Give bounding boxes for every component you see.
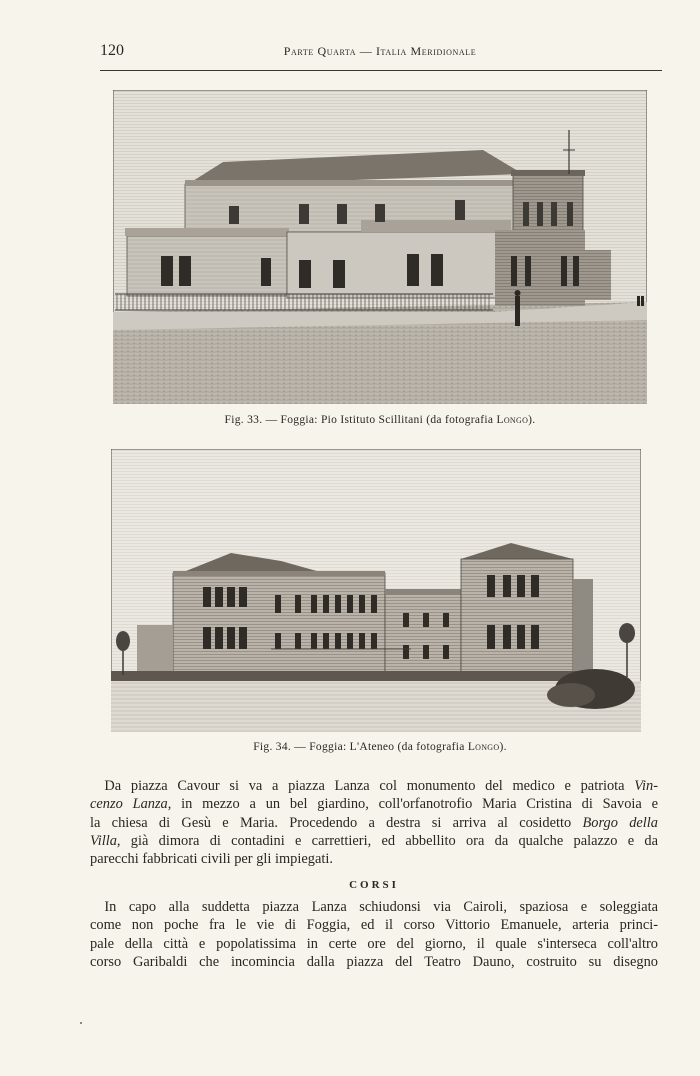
ateneo-illustration	[111, 449, 641, 732]
figure-33-caption-end: ).	[528, 414, 536, 426]
figure-34-caption-credit: Longo	[467, 741, 500, 753]
text-line	[90, 832, 658, 850]
text-run: la chiesa di Gesù e Maria. Procedendo a destra si arriva al cosidetto	[90, 814, 583, 831]
text-line	[90, 795, 658, 813]
text-line	[90, 814, 658, 832]
figure-34-caption	[100, 741, 660, 753]
paragraph-corsi	[90, 898, 658, 971]
text-run: parecchi fabbricati civili per gli impiegati.	[90, 851, 333, 868]
text-run: pale della città e popolatissima in certe ore del giorno, il quale s'interseca coll'altro	[90, 935, 658, 952]
figure-33-engraving	[113, 90, 647, 404]
italic-text-run: Vin-	[634, 778, 658, 794]
page-header	[100, 40, 660, 68]
text-line	[90, 850, 658, 868]
figure-34-caption-end: ).	[499, 741, 507, 753]
text-line	[90, 916, 658, 934]
text-line	[90, 935, 658, 953]
text-line	[90, 953, 658, 971]
text-run: come non poche fra le vie di Foggia, ed il corso Vittorio Emanuele, arteria princi-	[90, 917, 658, 934]
text-line	[90, 898, 658, 916]
text-run: corso Garibaldi che incomincia dalla piazza del Teatro Dauno, costruito su disegno	[90, 953, 658, 970]
section-title-corsi: CORSI	[349, 879, 399, 891]
running-head: Parte Quarta — Italia Meridionale	[283, 44, 477, 58]
figure-33-caption-credit: Longo	[496, 414, 529, 426]
italic-text-run: Villa	[90, 832, 117, 849]
italic-text-run: cenzo Lanza	[90, 796, 168, 813]
text-run: Da piazza Cavour si va a piazza Lanza col monumento del medico e patriota	[104, 778, 635, 794]
text-run: , già dimora di contadini e carrettieri, ed abbellito ora da qualche palazzo e da	[116, 832, 658, 849]
page-number: 120	[100, 42, 124, 59]
figure-34-engraving	[111, 449, 641, 732]
header-rule	[100, 70, 662, 71]
istituto-scillitani-illustration	[113, 90, 647, 404]
italic-text-run: Borgo della	[582, 814, 658, 831]
paragraph-piazza-lanza	[90, 777, 658, 868]
text-run: In capo alla suddetta piazza Lanza schiudonsi via Cairoli, spaziosa e soleggiata	[104, 899, 658, 915]
text-run: , in mezzo a un bel giardino, coll'orfanotrofio Maria Cristina di Savoia e	[167, 796, 658, 813]
figure-33-caption	[100, 414, 660, 426]
figure-34-caption-text: Fig. 34. — Foggia: L'Ateneo (da fotografia	[253, 741, 468, 753]
figure-33-caption-text: Fig. 33. — Foggia: Pio Istituto Scillitani (da fotografia	[224, 414, 497, 426]
paper-speck	[80, 1022, 82, 1024]
text-line	[90, 777, 658, 795]
